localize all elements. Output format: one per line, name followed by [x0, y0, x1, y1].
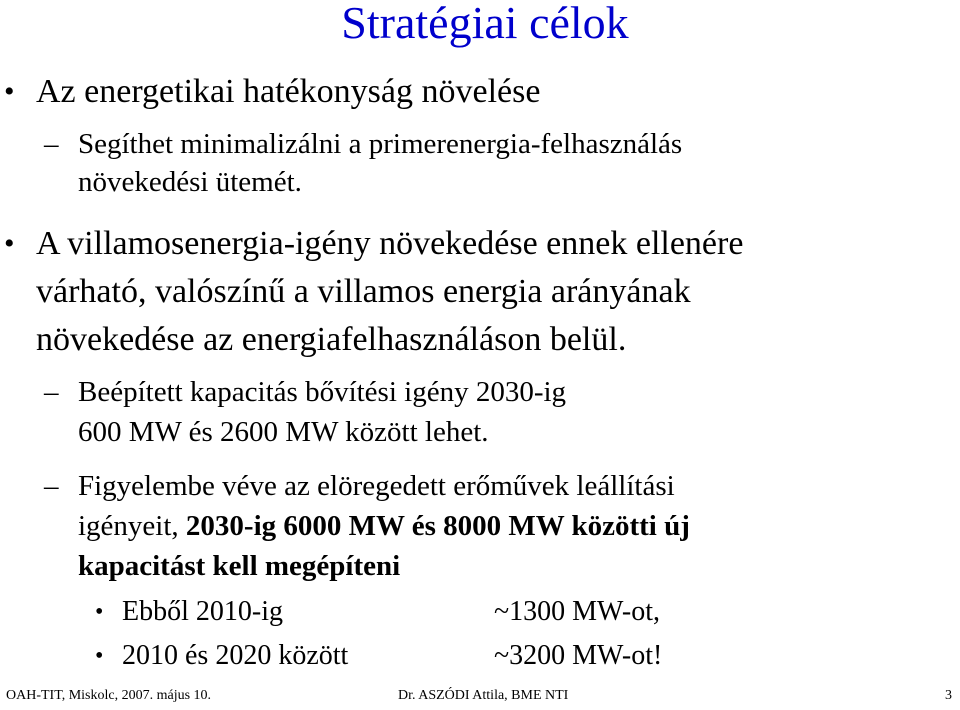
dash-marker: –	[44, 376, 59, 408]
footer-center: Dr. ASZÓDI Attila, BME NTI	[398, 688, 569, 703]
bullet-marker: •	[4, 75, 15, 108]
sub-2-line-2-normal: igényeit,	[78, 510, 186, 542]
slide-title: Stratégiai célok	[341, 0, 629, 48]
bullet-1-sub-line-1: Segíthet minimalizálni a primerenergia-felhasználás	[78, 128, 683, 160]
item-1-value: ~1300 MW-ot,	[494, 596, 661, 627]
bullet-2-sub-1-line-1: Beépített kapacitás bővítési igény 2030-ig	[78, 376, 567, 408]
bullet-marker: •	[95, 599, 104, 625]
bullet-2-line-1: A villamosenergia-igény növekedése ennek ellenére	[36, 225, 744, 262]
sub-2-line-2-bold: 2030-ig 6000 MW és 8000 MW közötti új	[185, 510, 690, 542]
bullet-2-sub-2-line-1: Figyelembe véve az elöregedett erőművek leállítási	[78, 470, 675, 502]
bullet-2-line-3: növekedése az energiafelhasználáson belül.	[36, 321, 627, 358]
bullet-2-sub-2-line-2	[78, 506, 938, 546]
item-2-value: ~3200 MW-ot!	[494, 640, 663, 671]
item-2-label: 2010 és 2020 között	[122, 640, 349, 671]
bullet-1-sub-line-2: növekedési ütemét.	[78, 166, 302, 198]
dash-marker: –	[44, 470, 59, 502]
item-1-label: Ebből 2010-ig	[122, 596, 283, 627]
dash-marker: –	[44, 128, 59, 160]
bullet-2-line-2: várható, valószínű a villamos energia arányának	[36, 273, 691, 310]
bullet-2-sub-2-line-3: kapacitást kell megépíteni	[78, 550, 401, 582]
footer-left: OAH-TIT, Miskolc, 2007. május 10.	[6, 688, 212, 703]
page-number: 3	[945, 688, 952, 703]
bullet-marker: •	[95, 643, 104, 669]
bullet-2-sub-1-line-2: 600 MW és 2600 MW között lehet.	[78, 416, 489, 448]
bullet-1-text: Az energetikai hatékonyság növelése	[36, 73, 541, 110]
bullet-marker: •	[4, 227, 15, 260]
